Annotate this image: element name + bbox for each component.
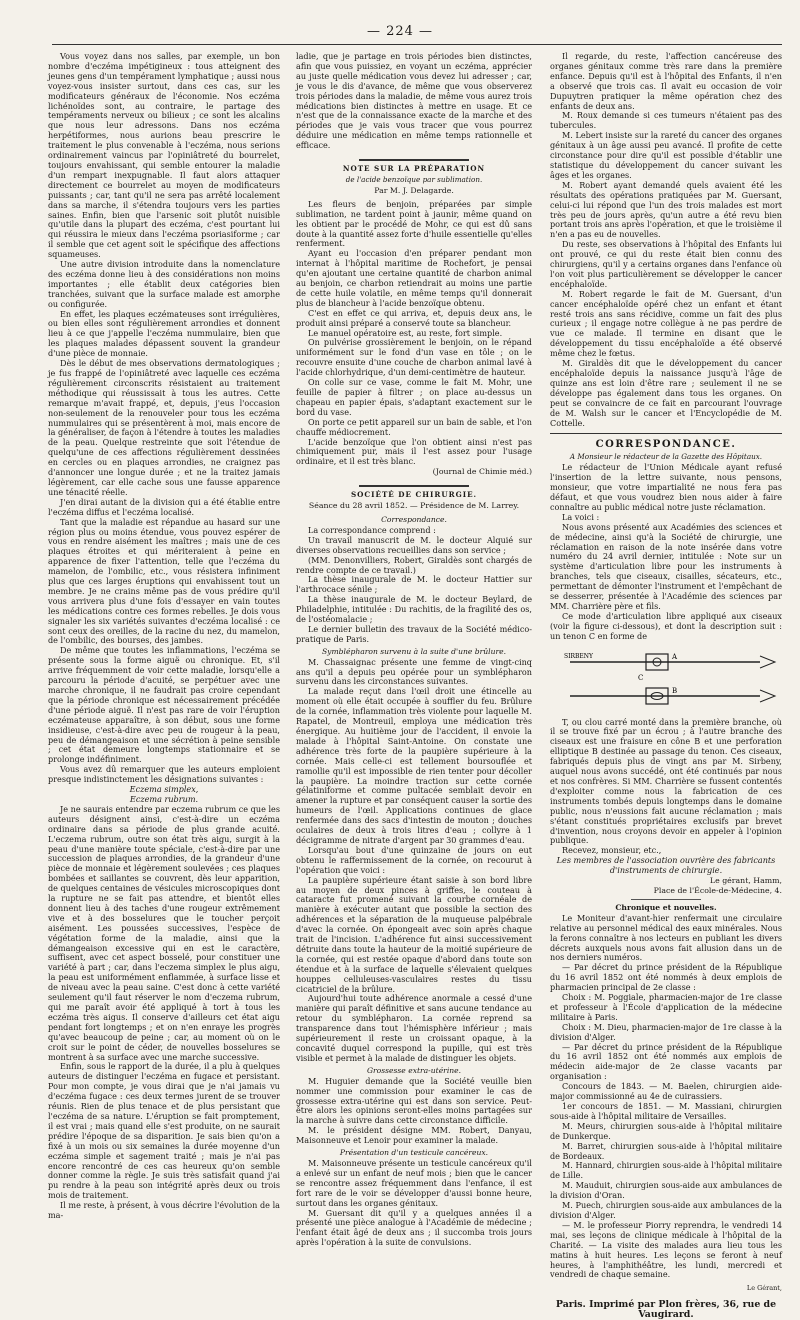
- paragraph: La paupière supérieure étant saisie à son bord libre au moyen de deux pinces à griffes, le couteau à cataracte fut promené suivant la courbe cornéale de manière à exécuter autant que possible la section des adhérences et la séparation de la muqueuse palpébrale d'avec la cornée. On épongeait avec soin après chaque trait de l'incision. L'adhérence fut ainsi successivement détruite dans toute la hauteur de la moitié supérieure de la cornée, qui est restée opaque d'abord dans toute son étendue et à la surface de laquelle s'élevaient quelques houppes celluleuses-vasculaires restes du tissu cicatriciel de la brûlure.: [296, 874, 532, 994]
- paragraph: T, ou clou carré monté dans la première branche, où il se trouve fixé par un écrou ; à l'autre branche des ciseaux est une fraisure en cône B et une perforation elliptique B destinée au passage du tenon. Ces ciseaux, fabriqués depuis plus de vingt ans par M. Sirbeny, auquel nous avons succédé, ont été continués par nous et nos confrères. Si MM. Charrière se fussent contentés d'exploiter comme nous la fabrication de ces instruments tombés depuis longtemps dans le domaine public, nous n'eussions fait aucune réclamation ; mais s'étant constitués propriétaires exclusifs par brevet d'invention, nous croyons devoir en appeler à l'opinion publique.: [550, 716, 782, 846]
- paragraph: M. Guersant dit qu'il y a quelques années il a présenté une pièce analogue à l'Académie de médecine ; l'enfant était âgé de deux ans ; il succomba trois jours après l'opération à la suite de convulsions.: [296, 1207, 532, 1248]
- paragraph: On colle sur ce vase, comme le fait M. Mohr, une feuille de papier à filtrer ; on place au-dessus un chapeau en papier épais, s'adaptant exactement sur le bord du vase.: [296, 377, 532, 417]
- gerant-place: Place de l'École-de-Médecine, 4.: [653, 885, 782, 895]
- paragraph: M. Hannard, chirurgien sous-aide à l'hôpital militaire de Lille.: [550, 1160, 782, 1181]
- paragraph: M. Huguier demande que la Société veuille bien nommer une commission pour examiner le cas de grossesse extra-utérine qui est dans son service. Peut-être alors les opinions seront-elles moins partagées sur la marche à suivre dans cette circonstance difficile.: [296, 1075, 532, 1126]
- paragraph: Tant que la maladie est répandue au hasard sur une région plus ou moins étendue, vous pouvez espérer de vous en rendre aisément les maîtres ; mais une de ces plaques étroites et qui mériteraient à peine en apparence de fixer l'attention, telle que l'eczéma du mamelon, de l'ombilic, etc., vous résistera infiniment plus que ces larges éruptions qui envahissent tout un membre. Je ne crains même pas de vous prédire qu'il vous arrivera plus d'une fois d'essayer en vain toutes les médications contre ces formes rebelles. Je dois vous signaler les six variétés suivantes d'eczéma localisé : ce sont ceux des oreilles, de la racine du nez, du mamelon, de l'ombilic, des bourses, des jambes.: [48, 516, 280, 646]
- grossesse-heading: Grossesse extra-utérine.: [366, 1065, 462, 1075]
- paragraph: Il me reste, à présent, à vous décrire l'évolution de la ma-: [48, 1200, 280, 1221]
- correspondance-title: CORRESPONDANCE.: [595, 439, 737, 451]
- page-number: — 224 —: [366, 24, 434, 39]
- quote-line: Eczema simplex,: [129, 784, 199, 795]
- paragraph: La thèse inaugurale de M. le docteur Hattier sur l'arthrocace sénile ;: [296, 574, 532, 595]
- correspondance-address: A Monsieur le rédacteur de la Gazette des Hôpitaux.: [569, 452, 763, 462]
- paragraph: M. Chassaignac présente une femme de vingt-cinq ans qu'il a depuis peu opérée pour un symblépharon survenu dans les circonstances suivantes.: [296, 656, 532, 687]
- paragraph: On pulvérise grossièrement le benjoin, on le répand uniformément sur le fond d'un vase en tôle ; on le recouvre ensuite d'une couche de charbon animal lavé à l'acide chlorhydrique, d'un demi-centimètre de hauteur.: [296, 337, 532, 378]
- paragraph: Il regarde, du reste, l'affection cancéreuse des organes génitaux comme très rare dans la première enfance. Depuis qu'il est à l'hôpital des Enfants, il n'en a observé que trois cas. Il avait eu occasion de voir Dupuytren pratiquer la même opération chez des enfants de deux ans.: [550, 51, 782, 111]
- paragraph: ladie, que je partage en trois périodes bien distinctes, afin que vous puissiez, en voyant un eczéma, apprécier au juste quelle médication vous devez lui adresser ; car, je vous le dis d'avance, de même que vous observerez trois périodes dans la maladie, de même vous aurez trois médications bien distinctes à mettre en usage. Et ce n'est que de la connaissance exacte de la marche et des périodes que je vais vous tracer que vous pourrez déduire une médication en même temps rationnelle et efficace.: [296, 51, 532, 151]
- paragraph: Le Moniteur d'avant-hier renfermait une circulaire relative au personnel médical des eaux minérales. Nous la ferons connaître à nos lecteurs en publiant les divers décrets auxquels nous avons fait allusion dans un de nos derniers numéros.: [550, 912, 782, 963]
- paragraph: Concours de 1843. — M. Baelen, chirurgien aide-major commissionné au 4e de cuirassiers.: [550, 1081, 782, 1102]
- paragraph: Le rédacteur de l'Union Médicale ayant refusé l'insertion de la lettre suivante, nous pensons, monsieur, que votre impartialité ne nous fera pas défaut, et que vous voudrez bien nous aider à faire connaître au public médical notre juste réclamation.: [550, 462, 782, 512]
- figure-label-c: C: [638, 673, 644, 682]
- paragraph: Lorsqu'au bout d'une quinzaine de jours on eut obtenu le raffermissement de la cornée, on recourut à l'opération que voici :: [296, 844, 532, 875]
- paragraph: C'est en effet ce qui arriva, et, depuis deux ans, le produit ainsi préparé a conservé toute sa blancheur.: [296, 307, 532, 328]
- paragraph: 1er concours de 1851. — M. Massiani, chirurgien sous-aide à l'hôpital militaire de Versailles.: [550, 1101, 782, 1121]
- paragraph: (MM. Denonvilliers, Robert, Giraldès sont chargés de rendre compte de ce travail.): [296, 554, 532, 575]
- column-2: [296, 51, 532, 1248]
- note-subtitle: de l'acide benzoïque par sublimation.: [345, 174, 483, 184]
- signature: Les membres de l'association ouvrière des fabricants d'instruments de chirurgie.: [556, 855, 776, 876]
- paragraph: Vous voyez dans nos salles, par exemple, un bon nombre d'eczéma impétigineux : tous atteignent des jeunes gens d'un tempérament lymphatique ; aussi nous voyez-vous insister surtout, dans ces cas, sur les modificateurs généraux de l'économie. Nos eczéma lichénoïdes sont, au contraire, le partage des tempéraments nerveux ou bilieux ; ce sont les alcalins que nous leur adressons. Dans nos eczéma herpétiformes, nous aurions beau prescrire le traitement le plus convenable à l'eczéma, nous serions ordinairement vaincus par l'opiniâtreté du bourrelet, toujours envahissant, qui semble entourer la maladie d'un rempart inexpugnable. Il faut alors attaquer directement ce bourrelet au moyen de modificateurs puissants ; car, tant qu'il ne sera pas arrêté localement dans sa marche, il s'étendra toujours vers les parties saines. Enfin, bien que l'arsenic soit plutôt nuisible qu'utile dans la plupart des eczéma, c'est pourtant lui qui réussira le mieux dans l'eczéma psoriasiforme ; car il semble que cet agent soit le spécifique des affections squameuses.: [48, 51, 280, 260]
- section-separator: [359, 485, 469, 487]
- paragraph: Vous avez dû remarquer que les auteurs emploient presque indistinctement les désignations suivantes :: [48, 764, 280, 785]
- figure-label-b: B: [672, 686, 678, 695]
- paragraph: M. Mauduit, chirurgien sous-aide aux ambulances de la division d'Oran.: [550, 1180, 782, 1201]
- societe-title: SOCIÉTÉ DE CHIRURGIE.: [350, 490, 478, 500]
- paragraph: M. Maisonneuve présente un testicule cancéreux qu'il a enlevé sur un enfant de neuf mois ; bien que le cancer se rencontre assez fréquemment dans l'enfance, il est fort rare de le voir se développer d'aussi bonne heure, surtout dans les organes génitaux.: [296, 1157, 532, 1208]
- scissors-diagram-icon: [550, 646, 782, 714]
- paragraph: M. Giraldès dit que le développement du cancer encéphaloïde depuis la naissance jusqu'à l'âge de quinze ans est loin d'être rare ; seulement il ne se développe pas également dans tous les organes. On peut se convaincre de ce fait en parcourant l'ouvrage de M. Walsh sur le cancer et l'Encyclopédie de M. Cottelle.: [550, 358, 782, 428]
- paragraph: — M. le professeur Piorry reprendra, le vendredi 14 mai, ses leçons de clinique médicale à l'hôpital de la Charité. — La visite des malades aura lieu tous les matins à huit heures. Les leçons se feront à neuf heures, à l'amphithéâtre, les lundi, mercredi et vendredi de chaque semaine.: [550, 1219, 782, 1280]
- figure-label-sirbeny: SIRBENY: [564, 652, 593, 660]
- figure-label-a: A: [672, 652, 678, 661]
- paragraph: En effet, les plaques eczémateuses sont irrégulières, ou bien elles sont régulièrement arrondies et donnent lieu à ce que j'appelle l'eczéma nummulaire, bien que les plaques malades dépassent souvent la grandeur d'une pièce de monnaie.: [48, 308, 280, 359]
- paragraph: Ayant eu l'occasion d'en préparer pendant mon internat à l'hôpital maritime de Rochefort, je pensai qu'en ajoutant une certaine quantité de charbon animal au benjoin, ce charbon retiendrait au moins une partie de cette huile volatile, en même temps qu'il donnerait plus de blancheur à l'acide benzoïque obtenu.: [296, 248, 532, 308]
- note-author: Par M. J. Delagarde.: [374, 185, 454, 195]
- paragraph: Un travail manuscrit de M. le docteur Alquié sur diverses observations recueillies dans son service ;: [296, 534, 532, 555]
- paragraph: La malade reçut dans l'œil droit une étincelle au moment où elle était occupée à souffler du feu. Brûlure de la cornée, inflammation très violente pour laquelle M. Rapatel, de Montreuil, employa une médication très énergique. Au huitième jour de l'accident, il envoie la malade à l'hôpital Saint-Antoine. On constate une adhérence très forte de la paupière supérieure à la cornée. Mais celle-ci est tellement boursouflée et ramollie qu'il est impossible de rien tenter pour décoller la paupière. La moindre traction sur cette cornée gélatiniforme et comme pultacée semblait devoir en amener la rupture et par conséquent causer la sortie des humeurs de l'œil. Applications continues de glace renfermée dans des sacs d'intestin de mouton ; douches oculaires de deux à trois litres d'eau ; collyre à 1 décigramme de nitrate d'argent par 30 grammes d'eau.: [296, 686, 532, 845]
- paragraph: Choix : M. Poggiale, pharmacien-major de 1re classe et professeur à l'École d'application de la médecine militaire à Paris.: [550, 992, 782, 1022]
- quote-line: Eczema rubrum.: [129, 793, 199, 804]
- testicule-heading: Présentation d'un testicule cancéreux.: [339, 1148, 489, 1158]
- paragraph: Ce mode d'articulation libre appliqué aux ciseaux (voir la figure ci-dessous), et dont la description suit : un tenon C en forme de: [550, 610, 782, 641]
- correspondance-heading: Correspondance.: [381, 514, 447, 524]
- section-separator: [631, 899, 701, 900]
- paragraph: — Par décret du prince président de la République du 16 avril 1852 ont été nommés aux emplois de médecin aide-major de 2e classe vacants par organisation :: [550, 1041, 782, 1082]
- section-separator: [359, 159, 469, 161]
- paragraph: La correspondance comprend :: [308, 524, 436, 535]
- paragraph: Nous avons présenté aux Académies des sciences et de médecine, ainsi qu'à la Société de chirurgie, une réclamation en raison de la note insérée dans votre numéro du 24 avril dernier, intitulée : Note sur un système d'articulation libre pour les instruments à branches, tels que ciseaux, cisailles, sécateurs, etc., permettant de démonter l'instrument et l'empêchant de se desserrer, présentée à l'Académie des sciences par MM. Charrière père et fils.: [550, 521, 782, 611]
- paragraph: M. Robert regarde le fait de M. Guersant, d'un cancer encéphaloïde opéré chez un enfant et étant resté trois ans sans récidive, comme un fait des plus curieux ; il engage notre collègue à ne pas perdre de vue ce malade. Il termine en disant que le développement du tissu encéphaloïde a été observé même chez le fœtus.: [550, 288, 782, 359]
- paragraph: M. Barret, chirurgien sous-aide à l'hôpital militaire de Bordeaux.: [550, 1140, 782, 1161]
- seance-line: Séance du 28 avril 1852. — Présidence de M. Larrey.: [308, 501, 520, 511]
- paragraph: Dès le début de mes observations dermatologiques ; je fus frappé de l'opiniâtreté avec laquelle ces eczéma régulièrement circonscrits résistaient au traitement méthodique qui réussissait à tous les autres. Cette remarque m'avait frappé, et, depuis, j'eus l'occasion non-seulement de la renouveler pour tous les eczéma nummulaires qui se présentèrent à moi, mais encore de la généraliser, de façon à l'étendre à toutes les maladies de la peau. Quelque restreinte que soit l'étendue de quelqu'une de ces affections régulièrement dessinées en cercles ou en plaques arrondies, ne craignez pas d'annoncer une longue durée ; et ne la traitez jamais légèrement, car elle cache sous une fausse apparence une ténacité réelle.: [48, 358, 280, 497]
- section-rule: [550, 433, 782, 434]
- paragraph: — Par décret du prince président de la République du 16 avril 1852 ont été nommés à deux emplois de pharmacien principal de 2e classe :: [550, 962, 782, 993]
- paragraph: Une autre division introduite dans la nomenclature des eczéma donne lieu à des considérations non moins importantes ; elle établit deux catégories bien tranchées, suivant que la surface malade est amorphe ou configurée.: [48, 259, 280, 309]
- paragraph: De même que toutes les inflammations, l'eczéma se présente sous la forme aiguë ou chronique. Et, s'il arrive fréquemment de voir cette maladie, lorsqu'elle a parcouru la période d'acuité, se perpétuer avec une marche chronique, il ne faudrait pas croire cependant que la période chronique est nécessairement précédée d'une période aiguë. Il n'est pas rare de voir l'éruption eczémateuse apparaître, à son début, sous une forme insidieuse, c'est-à-dire avec peu de rougeur à la peau, peu de démangeaison et une sécrétion à peine sensible ; cet état demeure longtemps stationnaire et se prolonge indéfiniment.: [48, 645, 280, 765]
- paragraph: Le manuel opératoire est, au reste, fort simple.: [308, 327, 503, 338]
- paragraph: Je ne saurais entendre par eczema rubrum ce que les auteurs désignent ainsi, c'est-à-dire un eczéma ordinaire dans sa période de plus grande acuité. L'eczema rubrum, outre son état très aigu, surgit à la peau d'une manière toute spéciale, c'est-à-dire par une succession de plaques arrondies, de la grandeur d'une pièce de monnaie et légèrement soulevées ; ces plaques bombées et saillantes se couvrent, dès leur apparition, de quelques centaines de vésicules microscopiques dont la rupture ne se fait pas attendre, et bientôt elles donnent lieu à des taches d'une rougeur extrêmement vive et à des bosselures que le toucher perçoit aisément. Les poussées successives, l'espèce de végétation forme de la maladie, ainsi que la démangeaison excessive qui en est le caractère, suffisent, avec cet aspect bosselé, pour constituer une variété à part ; car, dans l'eczema simplex le plus aigu, la peau est uniformément enflammée, à surface lisse et de niveau avec la peau saine. C'est donc à cette variété seulement qu'il faut réserver le nom d'eczema rubrum, qui me paraît avoir été appliqué à tort à tous les eczéma très aigus. Il conserve d'ailleurs cet état aigu pendant fort longtemps ; et on n'en enraye les progrès qu'avec beaucoup de peine ; car, au moment où on le croit sur le point de céder, de nouvelles bosselures se montrent à sa surface avec une marche successive.: [48, 803, 280, 1062]
- paragraph: Les fleurs de benjoin, préparées par simple sublimation, ne tardent point à jaunir, même quand on les obtient par le procédé de Mohr, ce qui est dû sans doute à la quantité assez forte d'huile essentielle qu'elles renferment.: [296, 198, 532, 249]
- paragraph: M. Lebert insiste sur la rareté du cancer des organes génitaux à un âge aussi peu avancé. Il profite de cette circonstance pour dire qu'il est possible d'établir une statistique du développement du cancer suivant les âges et les organes.: [550, 130, 782, 180]
- paragraph: Aujourd'hui toute adhérence anormale a cessé d'une manière qui paraît définitive et sans aucune tendance au retour du symblépharon. La cornée reprend sa transparence dans tout l'hémisphère inférieur ; mais supérieurement il reste un croissant opaque, à la concavité duquel correspond la pupille, qui est très visible et permet à la malade de distinguer les objets.: [296, 993, 532, 1063]
- paragraph: M. Meurs, chirurgien sous-aide à l'hôpital militaire de Dunkerque.: [550, 1120, 782, 1141]
- column-1: [48, 51, 280, 1221]
- paragraph: La thèse inaugurale de M. le docteur Beylard, de Philadelphie, intitulée : Du rachitis, de la fragilité des os, de l'ostéomalacie ;: [296, 594, 532, 625]
- paragraph: M. le président désigne MM. Robert, Danyau, Maisonneuve et Lenoir pour examiner la malade.: [296, 1125, 532, 1146]
- note-source: (Journal de Chimie méd.): [432, 467, 532, 477]
- paragraph: Du reste, ses observations à l'hôpital des Enfants lui ont prouvé, ce qui du reste était bien connu des chirurgiens, qu'il y a certains organes dans l'enfance où l'on voit plus particulièrement se développer le cancer encéphaloïde.: [550, 239, 782, 289]
- imprint-line: Paris. Imprimé par Plon frères, 36, rue de Vaugirard.: [555, 1299, 777, 1320]
- paragraph: Enfin, sous le rapport de la durée, il a plu à quelques auteurs de distinguer l'eczéma en fugace et persistant. Pour mon compte, je vous dirai que je n'ai jamais vu d'eczéma fugace : ces deux termes jurent de se trouver réunis. Rien de plus tenace et de plus persistant que l'eczéma de sa nature. L'éruption se fait promptement, il est vrai ; mais quand elle s'est produite, on ne saurait prédire l'époque de sa disparition. Je sais bien qu'on a fixé à un mois ou six semaines la durée moyenne d'un eczéma simple et sagement traité ; mais je n'ai pas encore rencontré de ces cas heureux qu'on semble donner comme la règle. Je suis très satisfait quand j'ai pu rendre à la peau son intégrité après deux ou trois mois de traitement.: [48, 1061, 280, 1201]
- paragraph: M. Puech, chirurgien sous-aide aux ambulances de la division d'Alger.: [550, 1200, 782, 1220]
- paragraph: Le dernier bulletin des travaux de la Société médico-pratique de Paris.: [296, 623, 532, 644]
- note-title: NOTE SUR LA PRÉPARATION: [342, 164, 486, 174]
- paragraph: M. Roux demande si ces tumeurs n'étaient pas des tubercules.: [550, 110, 782, 131]
- gerant-small: Le Gérant,: [746, 1284, 782, 1293]
- chronique-title: Chronique et nouvelles.: [615, 902, 717, 912]
- paragraph: M. Robert ayant demandé quels avaient été les résultats des opérations pratiquées par M. Guersant, celui-ci lui répond que l'un des trois malades est mort très peu de jours après, qu'un autre a été revu bien portant trois ans après l'opération, et que le troisième il n'en a pas eu de nouvelles.: [550, 179, 782, 240]
- paragraph: La voici :: [562, 511, 600, 522]
- paragraph: L'acide benzoïque que l'on obtient ainsi n'est pas chimiquement pur, mais il l'est assez pour l'usage ordinaire, et il est très blanc.: [296, 436, 532, 467]
- paragraph: J'en dirai autant de la division qui a été établie entre l'eczéma diffus et l'eczéma localisé.: [48, 496, 280, 517]
- symblepharon-heading: Symblépharon survenu à la suite d'une brûlure.: [321, 646, 507, 656]
- paragraph: On porte ce petit appareil sur un bain de sable, et l'on chauffe médiocrement.: [296, 416, 532, 437]
- paragraph: Recevez, monsieur, etc.,: [562, 845, 662, 856]
- header-rule: [52, 44, 782, 45]
- column-3: [550, 51, 782, 1320]
- scissors-figure: [550, 646, 782, 714]
- paragraph: Choix : M. Dieu, pharmacien-major de 1re classe à la division d'Alger.: [550, 1021, 782, 1042]
- gerant-line: Le gérant, Hamm,: [709, 876, 782, 886]
